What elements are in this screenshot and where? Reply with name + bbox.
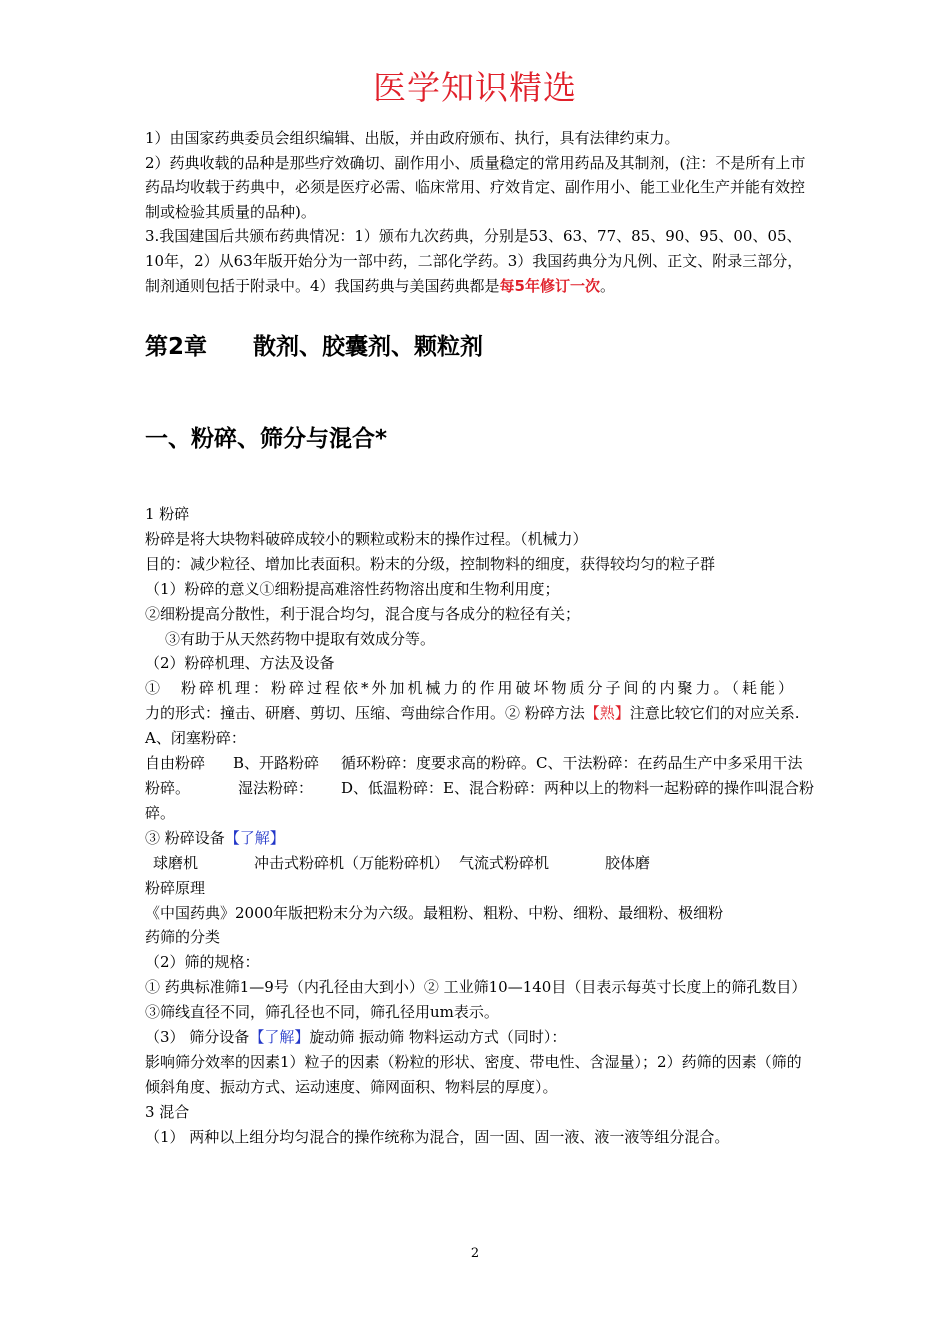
para-1: 1 粉碎 [145,505,190,523]
para-9-text: 力的形式：撞击、研磨、剪切、压缩、弯曲综合作用。② 粉碎方法 [145,704,585,723]
para-9-end: 注意比较它们的对应关系. [629,704,800,723]
para-12 [145,826,815,851]
page-number: 2 [470,1246,480,1261]
section-body [145,502,815,1150]
para-16: 药筛的分类 [145,928,221,947]
para-15: 《中国药典》2000年版把粉末分为六级。最粗粉、粗粉、中粉、细粉、最细粉、极细粉 [145,903,724,922]
para-11-c: 循环粉碎：度要求高的粉碎。C、干法粉碎：在药品生产中多采用干法粉碎。 [145,754,803,797]
chapter-heading [145,328,483,361]
para-3: 目的：减少粒径、增加比表面积。粉末的分级，控制物料的细度，获得较均匀的粒子群 [145,554,716,573]
intro-line-3-text: 3.我国建国后共颁布药典情况：1）颁布九次药典，分别是53、63、77、85、90、95、00、05、10年，2）从63年版开始分为一部中药，二部化学药。3）我国药典分为凡例、正文、附录三部分，制剂通则包括于附录中。4）我国药典与美国药典都是 [145,227,803,295]
para-22: （1） 两种以上组分均匀混合的操作统称为混合，固一固、固一液、液一液等组分混合。 [145,1127,730,1146]
para-19-text: （3） 筛分设备 [145,1028,250,1047]
chapter-title: 散剂、胶囊剂、颗粒剂 [253,334,484,360]
section-heading: 一、粉碎、筛分与混合* [145,426,388,452]
para-6: ③有助于从天然药物中提取有效成分等。 [165,629,436,648]
para-11-e: D、低温粉碎：E、混合粉碎：两种以上的物料一起粉碎的操作叫混合粉碎。 [145,778,815,822]
equip-jet-mill: 气流式粉碎机 [459,853,550,872]
tag-understand-1: 【了解】 [224,828,285,847]
intro-line-3 [145,224,815,298]
para-11-b: B、开路粉碎 [233,754,320,773]
page-title: 医学知识精选 [373,68,577,107]
equip-ball-mill: 球磨机 [153,853,199,872]
para-10: A、闭塞粉碎： [145,729,246,748]
para-13 [145,851,815,876]
para-9 [145,701,815,726]
chapter-number: 第2章 [145,334,208,360]
para-11-a: 自由粉碎 [145,754,206,773]
para-19 [145,1025,815,1050]
tag-understand-2: 【了解】 [249,1028,310,1047]
para-7: （2）粉碎机理、方法及设备 [145,654,335,673]
para-21: 3 混合 [145,1102,190,1121]
para-18: ① 药典标准筛1—9号（内孔径由大到小）② 工业筛10—140目（目表示每英寸长度上的筛孔数目）③筛线直径不同，筛孔径也不同，筛孔径用um表示。 [145,978,807,1022]
equip-impact-mill: 冲击式粉碎机（万能粉碎机） [254,853,450,872]
intro-line-1: 1）由国家药典委员会组织编辑、出版，并由政府颁布、执行，具有法律约束力。 [145,129,680,147]
tag-familiar: 【熟】 [584,704,630,723]
equip-colloid-mill: 胶体磨 [605,853,651,872]
intro-block [145,126,815,298]
para-19-end: 旋动筛 振动筛 物料运动方式（同时）： [309,1028,567,1047]
intro-line-2: 2）药典收载的品种是那些疗效确切、副作用小、质量稳定的常用药品及其制剂，(注：不是所有上市药品均收载于药典中，必须是医疗必需、临床常用、疗效肯定、副作用小、能工业化生产并能有效控制或检验其质量的品种)。 [145,153,806,221]
para-8: ① 粉碎机理：粉碎过程依*外加机械力的作用破坏物质分子间的内聚力。（耗能） [145,679,797,698]
para-5: ②细粉提高分散性，利于混合均匀，混合度与各成分的粒径有关； [145,604,581,623]
para-2: 粉碎是将大块物料破碎成较小的颗粒或粉末的操作过程。（机械力） [145,529,588,548]
revision-emphasis: 每5年修订一次 [499,276,600,295]
para-11-d: 湿法粉碎： [238,778,314,797]
intro-line-3-end: 。 [600,276,616,295]
para-20: 影响筛分效率的因素1）粒子的因素（粉粒的形状、密度、带电性、含湿量）；2）药筛的因素（筛的倾斜角度、振动方式、运动速度、筛网面积、物料层的厚度）。 [145,1052,802,1096]
para-14: 粉碎原理 [145,878,206,897]
para-4: （1）粉碎的意义①细粉提高难溶性药物溶出度和生物利用度； [145,579,560,598]
para-11 [145,751,815,826]
para-12-text: ③ 粉碎设备 [145,828,225,847]
para-17: （2）筛的规格： [145,953,260,972]
